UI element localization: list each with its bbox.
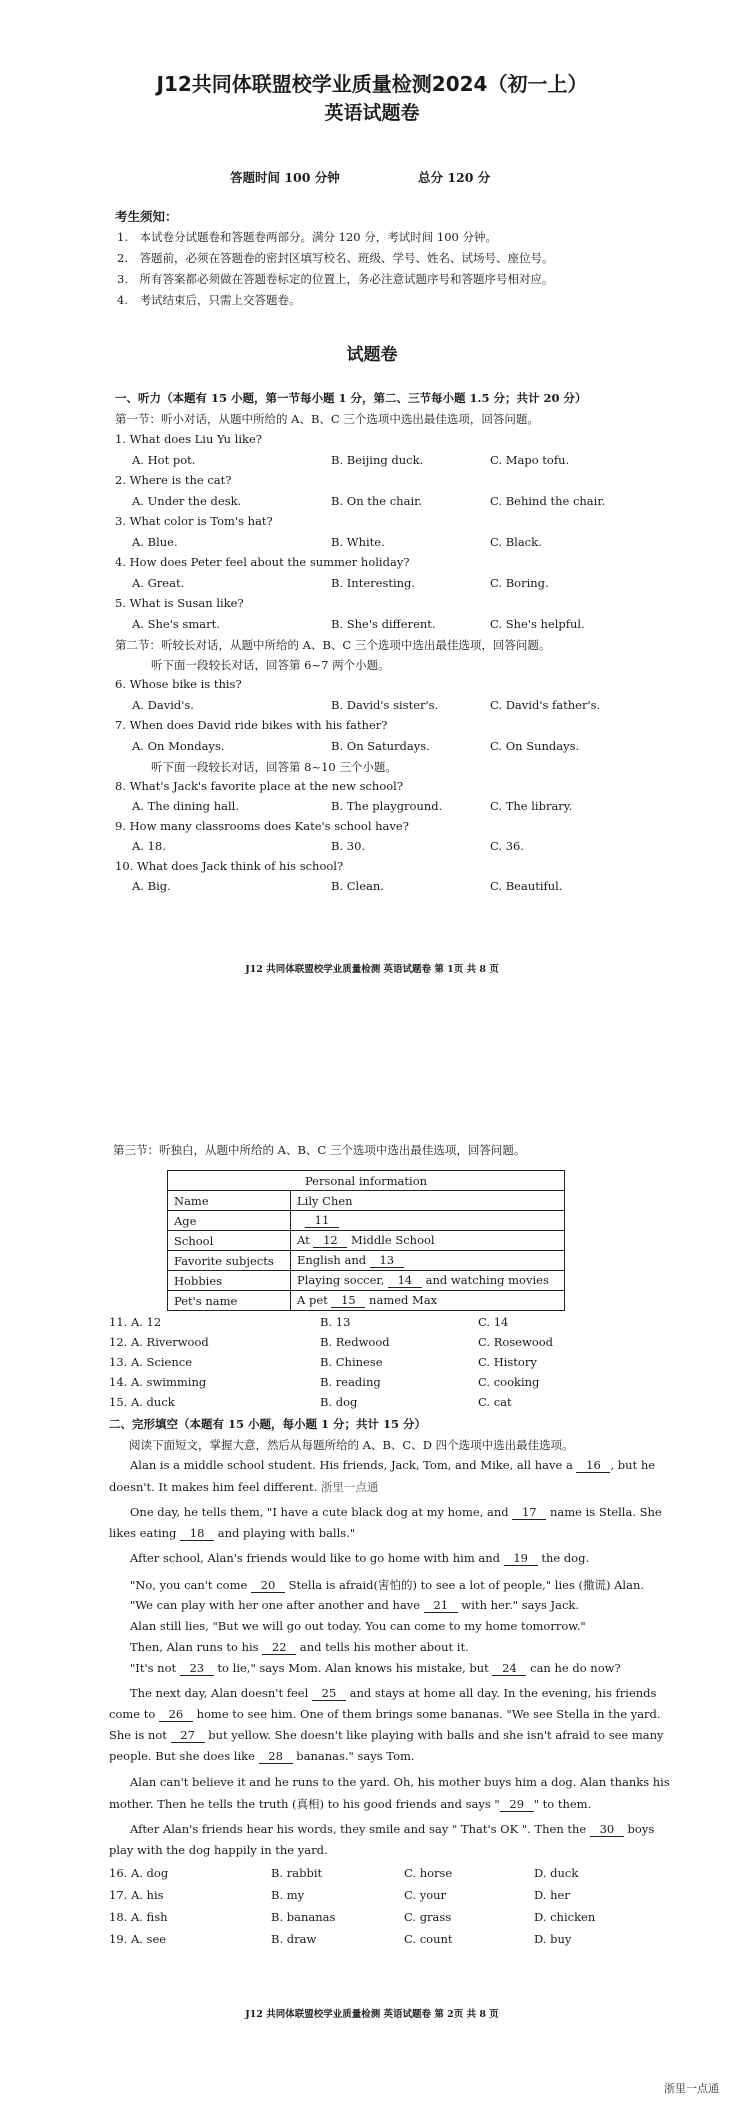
option-b[interactable]: B. Beijing duck.: [331, 453, 424, 467]
option-c[interactable]: C. History: [478, 1355, 537, 1369]
notice-item: 3. 所有答案都必须做在答题卷标定的位置上，务必注意试题序号和答题序号相对应。: [117, 272, 554, 286]
option-b[interactable]: B. White.: [331, 535, 385, 549]
notice-item: 1. 本试卷分试题卷和答题卷两部分。满分 120 分，考试时间 100 分钟。: [117, 230, 497, 244]
passage-text: , but he: [610, 1458, 656, 1472]
option-b[interactable]: B. Interesting.: [331, 576, 416, 590]
passage-text: Then, Alan runs to his: [130, 1640, 263, 1654]
table-label: Name: [168, 1191, 291, 1211]
option-a[interactable]: A. She's smart.: [132, 617, 220, 631]
cloze-blank[interactable]: 29: [500, 1797, 534, 1812]
table-label: School: [168, 1231, 291, 1251]
value-text: and watching movies: [421, 1273, 549, 1287]
question: 6. Whose bike is this?: [115, 677, 242, 691]
option-b[interactable]: B. Redwood: [320, 1335, 390, 1349]
section2-note: 听下面一段较长对话，回答第 8~10 三个小题。: [151, 760, 397, 774]
value-text: Playing soccer,: [297, 1273, 388, 1287]
answer-blank[interactable]: 12: [313, 1233, 347, 1248]
option-b[interactable]: B. David's sister's.: [331, 698, 439, 712]
option-c[interactable]: C. horse: [404, 1866, 453, 1880]
part2-heading: 二、完形填空（本题有 15 小题，每小题 1 分；共计 15 分）: [109, 1417, 427, 1431]
passage-text: doesn't. It makes him feel different.: [109, 1480, 318, 1494]
option-b[interactable]: B. bananas: [271, 1910, 336, 1924]
passage-line: [130, 1551, 589, 1566]
option-c[interactable]: C. Mapo tofu.: [490, 453, 570, 467]
passage-text: One day, he tells them, "I have a cute black dog at my home, and: [130, 1505, 513, 1519]
option-c[interactable]: C. David's father's.: [490, 698, 601, 712]
option-a[interactable]: A. David's.: [132, 698, 194, 712]
option-a[interactable]: A. Hot pot.: [132, 453, 196, 467]
time-line: 答题时间 100 分钟: [230, 170, 340, 185]
value-text: At: [297, 1233, 314, 1247]
cloze-blank[interactable]: 22: [262, 1640, 296, 1655]
table-row: [168, 1191, 565, 1211]
passage-text: "No, you can't come: [130, 1578, 251, 1592]
table-label: Age: [168, 1211, 291, 1231]
table-value: [291, 1191, 565, 1211]
page-footer: J12 共同体联盟校学业质量检测 英语试题卷 第 1页 共 8 页: [245, 964, 499, 975]
option-c[interactable]: C. 14: [478, 1315, 509, 1329]
question: 2. Where is the cat?: [115, 473, 232, 487]
passage-line: [109, 1526, 355, 1541]
cloze-blank[interactable]: 17: [512, 1505, 546, 1520]
table-row: [168, 1231, 565, 1251]
option-a[interactable]: A. Great.: [132, 576, 185, 590]
table-row: [168, 1251, 565, 1271]
part2-instruction: 阅读下面短文，掌握大意，然后从每题所给的 A、B、C、D 四个选项中选出最佳选项。: [129, 1438, 574, 1452]
passage-text: "It's not: [130, 1661, 180, 1675]
table-label: Favorite subjects: [168, 1251, 291, 1271]
passage-text: mother. Then he tells the truth (真相) to his good friends and says ": [109, 1797, 500, 1811]
part1-heading: 一、听力（本题有 15 小题，第一节每小题 1 分，第二、三节每小题 1.5 分；共计 20 分）: [115, 391, 587, 405]
option-a[interactable]: 16. A. dog: [109, 1866, 169, 1880]
passage-line: [109, 1796, 591, 1812]
part1-section2-instruction: 第二节：听较长对话，从题中所给的 A、B、C 三个选项中选出最佳选项，回答问题。: [115, 638, 551, 652]
passage-line: Alan still lies, "But we will go out today. You can come to my home tomorrow.": [130, 1619, 586, 1633]
passage-line: [130, 1686, 656, 1701]
passage-text: with her." says Jack.: [457, 1598, 580, 1612]
section-title: 试题卷: [346, 345, 398, 365]
option-a[interactable]: 18. A. fish: [109, 1910, 168, 1924]
table-value: [291, 1291, 565, 1311]
option-b[interactable]: B. The playground.: [331, 799, 443, 813]
passage-line: [130, 1822, 654, 1837]
passage-line: [130, 1505, 662, 1520]
answer-blank[interactable]: 14: [388, 1273, 422, 1288]
option-d[interactable]: D. chicken: [534, 1910, 596, 1924]
exam-subtitle: 英语试题卷: [324, 102, 420, 124]
option-c[interactable]: C. cooking: [478, 1375, 540, 1389]
question: 4. How does Peter feel about the summer holiday?: [115, 555, 410, 569]
option-d[interactable]: D. duck: [534, 1866, 579, 1880]
value-text: Middle School: [347, 1233, 435, 1247]
option-c[interactable]: C. grass: [404, 1910, 452, 1924]
notice-item: 4. 考试结束后，只需上交答题卷。: [117, 293, 301, 307]
cloze-blank[interactable]: 19: [504, 1551, 538, 1566]
passage-text: After Alan's friends hear his words, they smile and say " That's OK ". Then the: [130, 1822, 590, 1836]
passage-text: She is not: [109, 1728, 171, 1742]
passage-text: to lie," says Mom. Alan knows his mistake, but: [213, 1661, 493, 1675]
passage-line: [109, 1749, 415, 1764]
passage-line: [109, 1479, 378, 1495]
table-row: [168, 1211, 565, 1231]
option-c[interactable]: C. Rosewood: [478, 1335, 554, 1349]
option-c[interactable]: C. Beautiful.: [490, 879, 563, 893]
passage-line: [130, 1640, 469, 1655]
option-a[interactable]: A. The dining hall.: [132, 799, 239, 813]
passage-text: and stays at home all day. In the evening, his friends: [345, 1686, 657, 1700]
option-c[interactable]: C. On Sundays.: [490, 739, 580, 753]
table-value: [291, 1271, 565, 1291]
passage-text: Alan is a middle school student. His friends, Jack, Tom, and Mike, all have a: [130, 1458, 577, 1472]
option-a[interactable]: A. Blue.: [132, 535, 178, 549]
passage-text: can he do now?: [526, 1661, 621, 1675]
passage-text: After school, Alan's friends would like to go home with him and: [130, 1551, 504, 1565]
passage-line: [130, 1577, 644, 1593]
exam-title: J12共同体联盟校学业质量检测2024（初一上）: [156, 72, 588, 96]
option-b[interactable]: B. Clean.: [331, 879, 384, 893]
option-b[interactable]: B. She's different.: [331, 617, 436, 631]
answer-blank[interactable]: 11: [305, 1213, 339, 1228]
value-text: English and: [297, 1253, 370, 1267]
passage-line: [130, 1458, 655, 1473]
passage-text: The next day, Alan doesn't feel: [130, 1686, 312, 1700]
question: 7. When does David ride bikes with his father?: [115, 718, 388, 732]
question: 3. What color is Tom's hat?: [115, 514, 273, 528]
passage-text: bananas." says Tom.: [292, 1749, 415, 1763]
notice-item: 2. 答题前，必须在答题卷的密封区填写校名、班级、学号、姓名、试场号、座位号。: [117, 251, 554, 265]
watermark-text: 浙里一点通: [320, 1480, 379, 1494]
value-text: Lily Chen: [297, 1193, 353, 1208]
cloze-blank[interactable]: 18: [180, 1526, 214, 1541]
cloze-blank[interactable]: 23: [180, 1661, 214, 1676]
passage-text: come to: [109, 1707, 159, 1721]
passage-line: play with the dog happily in the yard.: [109, 1843, 328, 1857]
passage-text: name is Stella. She: [546, 1505, 662, 1519]
table-row: [168, 1291, 565, 1311]
option-a[interactable]: A. 18.: [132, 839, 166, 853]
table-value: [291, 1231, 565, 1251]
option-a[interactable]: 14. A. swimming: [109, 1375, 207, 1389]
notice-title: 考生须知：: [115, 209, 178, 224]
part1-section3-instruction: 第三节：听独白，从题中所给的 A、B、C 三个选项中选出最佳选项，回答问题。: [113, 1143, 526, 1157]
option-b[interactable]: B. Chinese: [320, 1355, 383, 1369]
passage-text: likes eating: [109, 1526, 181, 1540]
table-value: [291, 1251, 565, 1271]
passage-line: Alan can't believe it and he runs to the yard. Oh, his mother buys him a dog. Alan thanks his: [130, 1775, 670, 1789]
part1-section1-instruction: 第一节：听小对话，从题中所给的 A、B、C 三个选项中选出最佳选项，回答问题。: [115, 412, 539, 426]
cloze-blank[interactable]: 25: [312, 1686, 346, 1701]
option-b[interactable]: B. reading: [320, 1375, 381, 1389]
option-c[interactable]: C. cat: [478, 1395, 512, 1409]
cloze-blank[interactable]: 16: [576, 1458, 610, 1473]
option-b[interactable]: B. my: [271, 1888, 305, 1902]
option-b[interactable]: B. rabbit: [271, 1866, 323, 1880]
option-b[interactable]: B. On the chair.: [331, 494, 423, 508]
passage-text: Stella is afraid(害怕的) to see a lot of people," lies (撒谎) Alan.: [284, 1578, 645, 1592]
option-b[interactable]: B. 13: [320, 1315, 351, 1329]
option-a[interactable]: 19. A. see: [109, 1932, 167, 1946]
option-c[interactable]: C. She's helpful.: [490, 617, 585, 631]
option-a[interactable]: A. On Mondays.: [132, 739, 225, 753]
option-b[interactable]: B. On Saturdays.: [331, 739, 430, 753]
option-c[interactable]: C. Behind the chair.: [490, 494, 606, 508]
passage-text: "We can play with her one after another and have: [130, 1598, 424, 1612]
option-c[interactable]: C. 36.: [490, 839, 524, 853]
passage-text: but yellow. She doesn't like playing with balls and she isn't afraid to see many: [204, 1728, 664, 1742]
option-a[interactable]: 13. A. Science: [109, 1355, 193, 1369]
value-text: named Max: [365, 1293, 438, 1307]
value-text: A pet: [297, 1293, 332, 1307]
passage-text: home to see him. One of them brings some bananas. "We see Stella in the yard.: [192, 1707, 661, 1721]
option-a[interactable]: A. Big.: [132, 879, 171, 893]
table-row: [168, 1271, 565, 1291]
question: 5. What is Susan like?: [115, 596, 244, 610]
option-c[interactable]: C. your: [404, 1888, 447, 1902]
passage-line: [109, 1707, 661, 1722]
cloze-blank[interactable]: 20: [251, 1578, 285, 1593]
passage-text: " to them.: [533, 1797, 592, 1811]
page-footer: J12 共同体联盟校学业质量检测 英语试题卷 第 2页 共 8 页: [245, 2009, 499, 2020]
cloze-blank[interactable]: 27: [171, 1728, 205, 1743]
passage-line: [130, 1661, 621, 1676]
table-header: Personal information: [168, 1171, 565, 1191]
answer-blank[interactable]: 13: [370, 1253, 404, 1268]
option-d[interactable]: D. buy: [534, 1932, 572, 1946]
passage-text: and tells his mother about it.: [296, 1640, 469, 1654]
option-b[interactable]: B. dog: [320, 1395, 358, 1409]
passage-text: boys: [623, 1822, 655, 1836]
section2-note: 听下面一段较长对话，回答第 6~7 两个小题。: [151, 658, 390, 672]
table-value: [291, 1211, 565, 1231]
passage-line: [130, 1598, 579, 1613]
option-c[interactable]: C. Black.: [490, 535, 542, 549]
passage-text: people. But she does like: [109, 1749, 259, 1763]
cloze-blank[interactable]: 30: [590, 1822, 624, 1837]
answer-blank[interactable]: 15: [331, 1293, 365, 1308]
table-label: Pet's name: [168, 1291, 291, 1311]
option-c[interactable]: C. The library.: [490, 799, 573, 813]
cloze-blank[interactable]: 24: [492, 1661, 526, 1676]
watermark: 浙里一点通: [664, 2082, 719, 2095]
cloze-blank[interactable]: 21: [424, 1598, 458, 1613]
table-label: Hobbies: [168, 1271, 291, 1291]
passage-text: and playing with balls.": [214, 1526, 356, 1540]
question: 10. What does Jack think of his school?: [115, 859, 344, 873]
option-a[interactable]: A. Under the desk.: [132, 494, 242, 508]
cloze-blank[interactable]: 26: [159, 1707, 193, 1722]
question: 9. How many classrooms does Kate's school have?: [115, 819, 409, 833]
cloze-blank[interactable]: 28: [259, 1749, 293, 1764]
option-a[interactable]: 17. A. his: [109, 1888, 164, 1902]
personal-info-table: [167, 1170, 565, 1311]
question: 1. What does Liu Yu like?: [115, 432, 262, 446]
option-b[interactable]: B. draw: [271, 1932, 317, 1946]
option-b[interactable]: B. 30.: [331, 839, 366, 853]
option-a[interactable]: 11. A. 12: [109, 1315, 162, 1329]
option-a[interactable]: 15. A. duck: [109, 1395, 175, 1409]
option-d[interactable]: D. her: [534, 1888, 570, 1902]
passage-line: [109, 1728, 664, 1743]
score-line: 总分 120 分: [418, 170, 491, 185]
passage-text: the dog.: [537, 1551, 590, 1565]
question: 8. What's Jack's favorite place at the new school?: [115, 779, 404, 793]
option-a[interactable]: 12. A. Riverwood: [109, 1335, 209, 1349]
option-c[interactable]: C. count: [404, 1932, 453, 1946]
option-c[interactable]: C. Boring.: [490, 576, 549, 590]
